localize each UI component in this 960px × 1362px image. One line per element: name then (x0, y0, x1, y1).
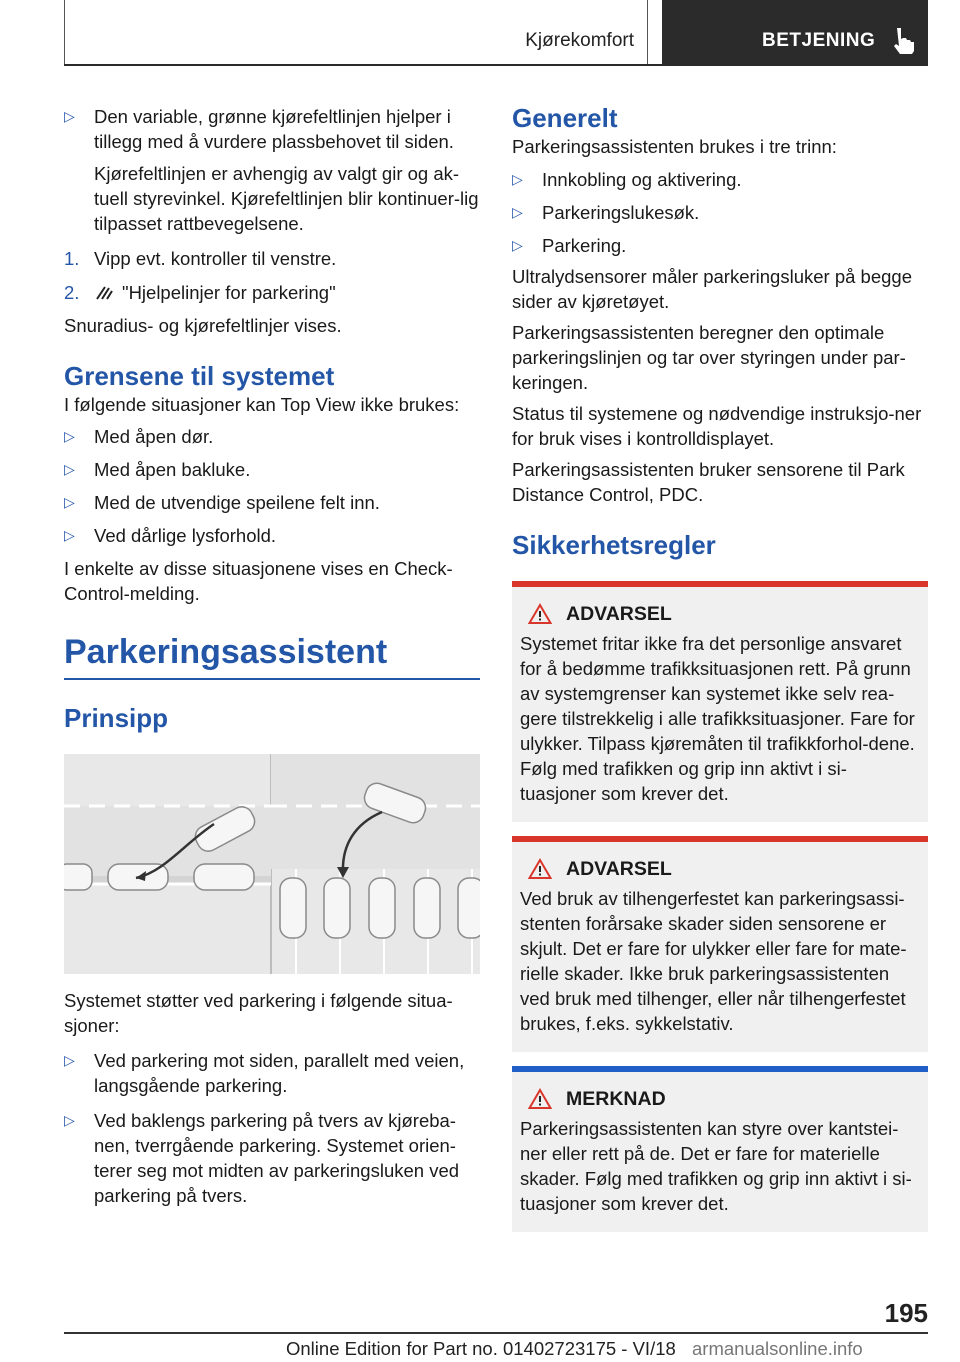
step-item: 2. "Hjelpelinjer for parkering" (64, 282, 336, 303)
list-item: ▷ Ved baklengs parkering på tvers av kjøreba-nen, tverrgående parkering. Systemet orien-terer seg mot midten av parkeringsluken ved parkering på tvers. (64, 1110, 460, 1206)
list-item: ▷ Ved dårlige lysforhold. (64, 525, 277, 546)
section-heading: Generelt (512, 103, 618, 133)
triangle-bullet-icon: ▷ (64, 428, 75, 444)
warning-box (512, 836, 928, 1052)
hand-pointer-icon (892, 26, 918, 54)
paragraph: Parkeringsassistenten beregner den optimale parkeringslinjen og tar over styringen under par-keringen. (512, 322, 906, 393)
step-item: 1. Vipp evt. kontroller til venstre. (64, 248, 337, 269)
warning-box (512, 581, 928, 822)
warning-title: ADVARSEL (566, 858, 672, 880)
list-item: ▷ Ved parkering mot siden, parallelt med veien, langsgående parkering. (64, 1050, 465, 1096)
notice-box (512, 1066, 928, 1232)
header-chapter-title: BETJENING (762, 30, 876, 51)
paragraph: I følgende situasjoner kan Top View ikke brukes: (64, 394, 460, 415)
header-section-title: Kjørekomfort (525, 30, 634, 51)
header-rule (64, 64, 928, 66)
paragraph: Snuradius- og kjørefeltlinjer vises. (64, 315, 342, 336)
section-heading: Sikkerhetsregler (512, 530, 716, 560)
heading-rule (64, 678, 480, 680)
paragraph: Parkeringsassistenten bruker sensorene til Park Distance Control, PDC. (512, 459, 905, 505)
list-item: ▷ Den variable, grønne kjørefeltlinjen hjelper i tillegg med å vurdere plassbehovet til siden. (64, 106, 454, 152)
triangle-bullet-icon: ▷ (64, 527, 75, 543)
list-item: ▷ Med åpen bakluke. (64, 459, 251, 480)
list-item: ▷ Parkering. (512, 235, 627, 256)
triangle-bullet-icon: ▷ (64, 494, 75, 510)
footer-watermark: armanualsonline.info (692, 1338, 863, 1359)
list-item: ▷ Parkeringslukesøk. (512, 202, 700, 223)
paragraph: Status til systemene og nødvendige instruksjo-ner for bruk vises i kontrolldisplayet. (512, 403, 922, 449)
parking-lines-icon (94, 282, 114, 302)
triangle-bullet-icon: ▷ (64, 1052, 75, 1068)
triangle-bullet-icon: ▷ (512, 237, 523, 253)
paragraph: Ultralydsensorer måler parkeringsluker på begge sider av kjøretøyet. (512, 266, 912, 312)
paragraph: Systemet støtter ved parkering i følgende situa-sjoner: (64, 990, 453, 1036)
triangle-bullet-icon: ▷ (64, 108, 75, 124)
warning-triangle-icon (528, 603, 552, 625)
section-heading: Grensene til systemet (64, 361, 335, 391)
warning-text: Systemet fritar ikke fra det personlige ansvaret for å bedømme trafikksituasjonen rett. På grunn av systemgrenser kan systemet ikke selv rea-gere tilstrekkelig i alle trafikksituasjoner. Fare for ulykker. Tilpass kjøremåten til trafikkforhol-dene. Følg med trafikken og grip inn aktivt i si-tuasjoner som krever det. (520, 633, 915, 804)
list-item: ▷ Med de utvendige speilene felt inn. (64, 492, 380, 513)
paragraph: Parkeringsassistenten brukes i tre trinn: (512, 136, 837, 157)
parking-illustration (64, 754, 480, 974)
warning-title: ADVARSEL (566, 603, 672, 625)
paragraph: I enkelte av disse situasjonene vises en Check-Control-melding. (64, 558, 453, 604)
parking-diagram (64, 754, 480, 974)
section-heading: Prinsipp (64, 703, 169, 733)
page-number: 195 (884, 1298, 928, 1328)
list-item: ▷ Med åpen dør. (64, 426, 214, 447)
main-heading: Parkeringsassistent (64, 633, 388, 671)
triangle-bullet-icon: ▷ (64, 461, 75, 477)
footer-rule (64, 1332, 928, 1334)
notice-title: MERKNAD (566, 1088, 666, 1110)
warning-text: Ved bruk av tilhengerfestet kan parkeringsassi-stenten forårsake skader siden sensorene er skjult. Det er fare for ulykker eller fare for mate-rielle skader. Ikke bruk parkeringsassistenten ved bruk med tilhenger, eller når tilhengerfestet brukes, f.eks. sykkelstativ. (520, 888, 907, 1034)
header-chapter-tab (662, 0, 928, 64)
triangle-bullet-icon: ▷ (512, 204, 523, 220)
warning-triangle-icon (528, 1088, 552, 1110)
footer-edition: Online Edition for Part no. 01402723175 - VI/18 (286, 1338, 676, 1359)
left-column (64, 100, 480, 1208)
warning-triangle-icon (528, 858, 552, 880)
notice-text: Parkeringsassistenten kan styre over kantstei-ner eller rett på de. Det er fare for materielle skader. Følg med trafikken og grip inn aktivt i si-tuasjoner som krever det. (520, 1118, 912, 1214)
list-item: ▷ Innkobling og aktivering. (512, 169, 742, 190)
sub-paragraph: Kjørefeltlinjen er avhengig av valgt gir og ak-tuell styrevinkel. Kjørefeltlinjen blir kontinuer-lig tilpasset rattbevegelsene. (94, 163, 479, 234)
triangle-bullet-icon: ▷ (512, 171, 523, 187)
triangle-bullet-icon: ▷ (64, 1112, 75, 1128)
right-column (512, 100, 928, 1232)
